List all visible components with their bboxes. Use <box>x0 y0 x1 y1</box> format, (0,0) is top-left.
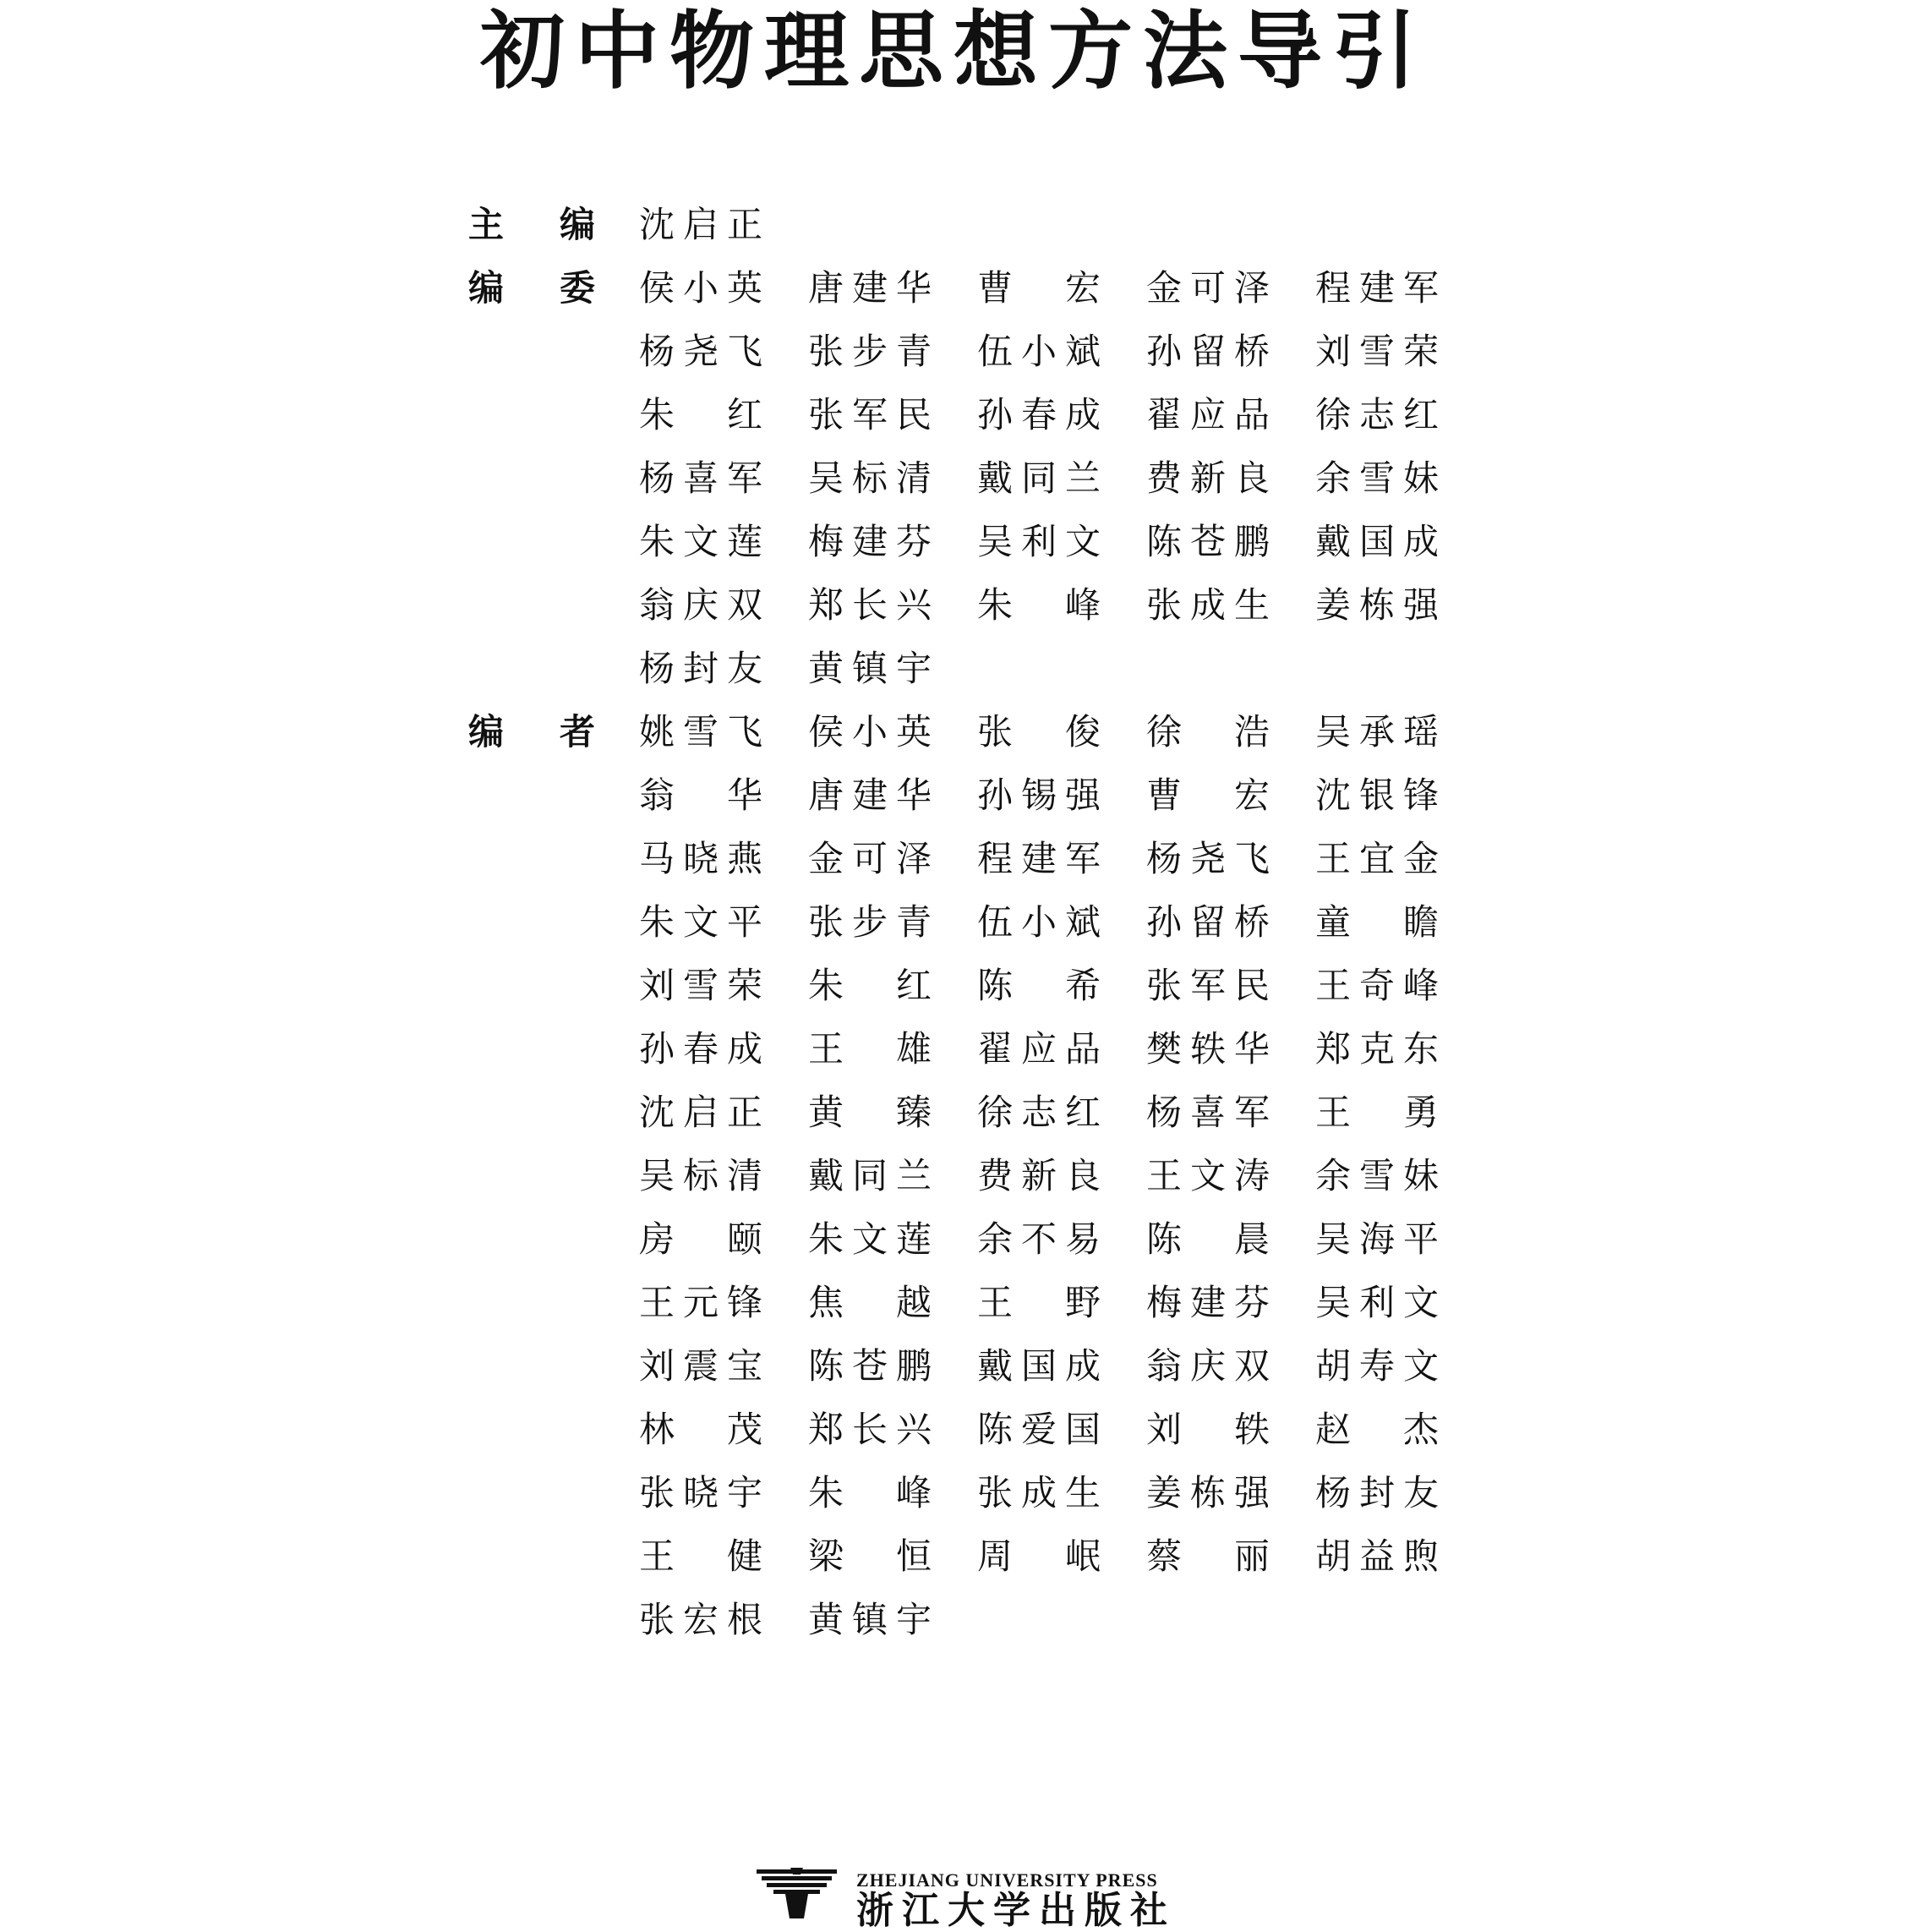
person-name: 陈 晨 <box>1146 1218 1270 1260</box>
person-name: 朱 文 莲 <box>808 1218 932 1260</box>
person-name: 张 宏 根 <box>639 1599 762 1640</box>
person-name: 朱 红 <box>808 965 932 1006</box>
person-name: 房 颐 <box>639 1218 762 1260</box>
person-name: 王 雄 <box>808 1028 932 1070</box>
person-name: 朱 峰 <box>808 1472 932 1513</box>
person-name: 吴 利 文 <box>977 521 1101 562</box>
person-name: 姚 雪 飞 <box>639 711 762 753</box>
person-name: 金 可 泽 <box>1146 267 1270 309</box>
person-name: 孙 留 桥 <box>1146 331 1270 372</box>
person-name: 梅 建 芬 <box>808 521 932 562</box>
person-name: 黄 镇 宇 <box>808 1599 932 1640</box>
person-name: 戴 同 兰 <box>977 457 1101 499</box>
person-name: 杨 喜 军 <box>1146 1092 1270 1133</box>
person-name: 刘 雪 荣 <box>639 965 762 1006</box>
person-name: 费 新 良 <box>1146 457 1270 499</box>
person-name: 伍 小 斌 <box>977 901 1101 943</box>
person-name: 吴 承 瑶 <box>1315 711 1439 753</box>
person-name: 黄 镇 宇 <box>808 648 932 689</box>
person-name: 翁 庆 双 <box>1146 1345 1270 1387</box>
person-name: 王 健 <box>639 1535 762 1577</box>
person-name: 郑 长 兴 <box>808 584 932 626</box>
person-name: 蔡 丽 <box>1146 1535 1270 1577</box>
person-name: 张 步 青 <box>808 331 932 372</box>
person-name: 王 奇 峰 <box>1315 965 1439 1006</box>
person-name: 孙 春 成 <box>639 1028 762 1070</box>
person-name: 戴 国 成 <box>1315 521 1439 562</box>
person-name: 孙 锡 强 <box>977 774 1101 816</box>
person-name: 杨 尧 飞 <box>639 331 762 372</box>
person-name: 吴 利 文 <box>1315 1282 1439 1323</box>
person-name: 曹 宏 <box>1146 774 1270 816</box>
person-name: 樊 轶 华 <box>1146 1028 1270 1070</box>
person-name: 梁 恒 <box>808 1535 932 1577</box>
eagle-logo-icon <box>748 1868 845 1918</box>
person-name: 费 新 良 <box>977 1155 1101 1196</box>
person-name: 吴 标 清 <box>808 457 932 499</box>
person-name: 陈 苍 鹏 <box>1146 521 1270 562</box>
person-name: 梅 建 芬 <box>1146 1282 1270 1323</box>
person-name: 杨 封 友 <box>1315 1472 1439 1513</box>
person-name: 王 野 <box>977 1282 1101 1323</box>
person-name: 胡 寿 文 <box>1315 1345 1439 1387</box>
person-name: 余 雪 妹 <box>1315 1155 1439 1196</box>
person-name: 翟 应 品 <box>1146 394 1270 435</box>
person-name: 唐 建 华 <box>808 267 932 309</box>
role-label: 主 编 <box>468 204 595 245</box>
person-name: 孙 留 桥 <box>1146 901 1270 943</box>
person-name: 徐 志 红 <box>977 1092 1101 1133</box>
person-name: 朱 红 <box>639 394 762 435</box>
person-name: 陈 苍 鹏 <box>808 1345 932 1387</box>
person-name: 张 晓 宇 <box>639 1472 762 1513</box>
person-name: 林 茂 <box>639 1409 762 1450</box>
person-name: 沈 启 正 <box>639 204 762 245</box>
person-name: 翁 华 <box>639 774 762 816</box>
person-name: 黄 臻 <box>808 1092 932 1133</box>
person-name: 余 雪 妹 <box>1315 457 1439 499</box>
person-name: 唐 建 华 <box>808 774 932 816</box>
person-name: 姜 栋 强 <box>1146 1472 1270 1513</box>
person-name: 童 瞻 <box>1315 901 1439 943</box>
publisher-name-en: ZHEJIANG UNIVERSITY PRESS <box>856 1869 1158 1891</box>
publisher-block <box>748 1864 1255 1932</box>
person-name: 张 军 民 <box>808 394 932 435</box>
person-name: 沈 银 锋 <box>1315 774 1439 816</box>
person-name: 金 可 泽 <box>808 838 932 879</box>
person-name: 余 不 易 <box>977 1218 1101 1260</box>
person-name: 戴 国 成 <box>977 1345 1101 1387</box>
person-name: 王 勇 <box>1315 1092 1439 1133</box>
person-name: 戴 同 兰 <box>808 1155 932 1196</box>
person-name: 徐 浩 <box>1146 711 1270 753</box>
person-name: 郑 克 东 <box>1315 1028 1439 1070</box>
person-name: 王 元 锋 <box>639 1282 762 1323</box>
person-name: 朱 文 莲 <box>639 521 762 562</box>
person-name: 陈 爱 国 <box>977 1409 1101 1450</box>
person-name: 赵 杰 <box>1315 1409 1439 1450</box>
person-name: 郑 长 兴 <box>808 1409 932 1450</box>
person-name: 孙 春 成 <box>977 394 1101 435</box>
person-name: 王 文 涛 <box>1146 1155 1270 1196</box>
person-name: 杨 封 友 <box>639 648 762 689</box>
publisher-name-cn: 浙江大学出版社 <box>856 1889 1176 1932</box>
role-label: 编 者 <box>468 711 595 753</box>
person-name: 张 成 生 <box>1146 584 1270 626</box>
person-name: 姜 栋 强 <box>1315 584 1439 626</box>
person-name: 周 岷 <box>977 1535 1101 1577</box>
person-name: 王 宜 金 <box>1315 838 1439 879</box>
person-name: 侯 小 英 <box>808 711 932 753</box>
person-name: 张 步 青 <box>808 901 932 943</box>
person-name: 张 俊 <box>977 711 1101 753</box>
person-name: 徐 志 红 <box>1315 394 1439 435</box>
person-name: 陈 希 <box>977 965 1101 1006</box>
person-name: 翁 庆 双 <box>639 584 762 626</box>
person-name: 曹 宏 <box>977 267 1101 309</box>
person-name: 杨 喜 军 <box>639 457 762 499</box>
person-name: 张 成 生 <box>977 1472 1101 1513</box>
person-name: 程 建 军 <box>1315 267 1439 309</box>
person-name: 吴 海 平 <box>1315 1218 1439 1260</box>
person-name: 程 建 军 <box>977 838 1101 879</box>
person-name: 刘 雪 荣 <box>1315 331 1439 372</box>
book-title: 初中物理思想方法导引 <box>480 1 1427 101</box>
person-name: 杨 尧 飞 <box>1146 838 1270 879</box>
person-name: 刘 震 宝 <box>639 1345 762 1387</box>
person-name: 沈 启 正 <box>639 1092 762 1133</box>
person-name: 吴 标 清 <box>639 1155 762 1196</box>
person-name: 侯 小 英 <box>639 267 762 309</box>
person-name: 张 军 民 <box>1146 965 1270 1006</box>
person-name: 胡 益 煦 <box>1315 1535 1439 1577</box>
person-name: 焦 越 <box>808 1282 932 1323</box>
person-name: 马 晓 燕 <box>639 838 762 879</box>
person-name: 伍 小 斌 <box>977 331 1101 372</box>
person-name: 朱 峰 <box>977 584 1101 626</box>
role-label: 编 委 <box>468 267 595 309</box>
person-name: 翟 应 品 <box>977 1028 1101 1070</box>
person-name: 刘 轶 <box>1146 1409 1270 1450</box>
person-name: 朱 文 平 <box>639 901 762 943</box>
